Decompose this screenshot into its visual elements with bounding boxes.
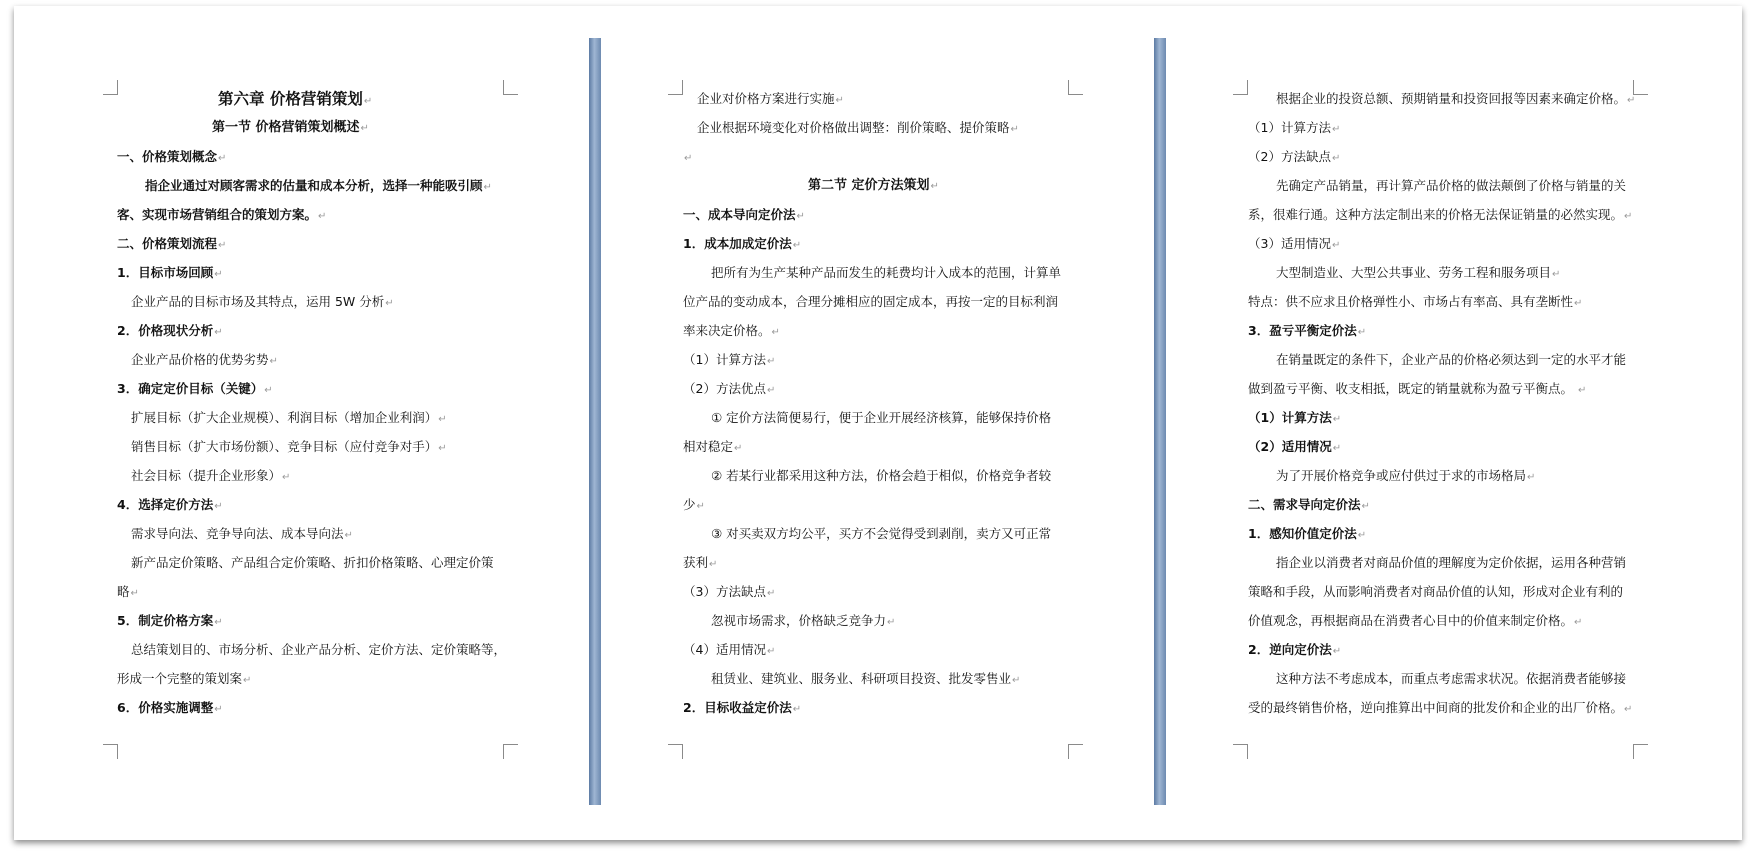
page-separator: [589, 38, 601, 805]
line-text: 大型制造业、大型公共事业、劳务工程和服务项目: [1276, 265, 1552, 280]
page3-line-14: [1276, 468, 1535, 486]
paragraph-mark-icon: ↵: [792, 240, 802, 251]
margin-corner: [503, 744, 518, 759]
paragraph-mark-icon: ↵: [218, 153, 227, 164]
line-text: 受的最终销售价格，逆向推算出中间商的批发价和企业的出厂价格。: [1248, 700, 1624, 715]
line-text: ① 定价方法简便易行，便于企业开展经济核算，能够保持价格: [711, 410, 1052, 425]
line-text: 形成一个完整的策划案: [117, 671, 243, 686]
page2-line-4: [808, 178, 939, 195]
paragraph-mark-icon: ↵: [766, 356, 776, 367]
paragraph-mark-icon: ↵: [360, 123, 369, 134]
paragraph-mark-icon: ↵: [218, 240, 227, 251]
page3-line-12: [1248, 410, 1341, 428]
page2-line-14: [711, 468, 1051, 484]
page2-line-15: [683, 497, 705, 515]
line-text: （2）方法缺点: [1248, 149, 1331, 164]
line-text: （1）计算方法: [1248, 410, 1332, 425]
page1-line-5: [117, 207, 326, 225]
margin-corner: [1633, 744, 1648, 759]
margin-corner: [103, 744, 118, 759]
paragraph-mark-icon: ↵: [1624, 704, 1633, 715]
page2-line-9: [683, 323, 780, 341]
page1-line-4: [145, 178, 492, 196]
page3-line-16: [1248, 526, 1366, 544]
page3-line-5: [1248, 207, 1632, 225]
line-text: 获利: [683, 555, 709, 570]
paragraph-mark-icon: ↵: [243, 675, 252, 686]
page3-line-1: [1276, 91, 1635, 109]
paragraph-mark-icon: ↵: [734, 443, 743, 454]
page3-line-6: [1248, 236, 1340, 254]
page2-line-8: [683, 294, 1058, 310]
paragraph-mark-icon: ↵: [1331, 153, 1341, 164]
line-text: 一、成本导向定价法: [683, 207, 796, 222]
paragraph-mark-icon: ↵: [766, 646, 776, 657]
line-text: 指企业以消费者对商品价值的理解度为定价依据，运用各种营销: [1276, 555, 1627, 570]
paragraph-mark-icon: ↵: [214, 327, 223, 338]
paragraph-mark-icon: ↵: [684, 153, 693, 164]
line-text: 略: [117, 584, 130, 599]
line-text: 指企业通过对顾客需求的估量和成本分析，选择一种能吸引顾: [145, 178, 483, 193]
paragraph-mark-icon: ↵: [771, 327, 780, 338]
line-text: （1）计算方法: [683, 352, 766, 367]
line-text: 企业根据环境变化对价格做出调整：削价策略、提价策略: [697, 120, 1010, 135]
line-text: 社会目标（提升企业形象）: [131, 468, 282, 483]
page1-line-17: [131, 555, 494, 571]
paragraph-mark-icon: ↵: [438, 443, 447, 454]
paragraph-mark-icon: ↵: [130, 588, 139, 599]
page1-line-11: [117, 381, 273, 399]
paragraph-mark-icon: ↵: [282, 472, 291, 483]
line-text: （2）方法优点: [683, 381, 766, 396]
page3-line-20: [1248, 642, 1341, 660]
page2-line-10: [683, 352, 775, 370]
line-text: 为了开展价格竞争或应付供过于求的市场格局: [1276, 468, 1527, 483]
line-text: 二、价格策划流程: [117, 236, 218, 251]
paragraph-mark-icon: ↵: [792, 704, 802, 715]
page2-line-7: [711, 265, 1061, 281]
page1-line-15: [117, 497, 223, 515]
line-text: 第二节 定价方法策划: [808, 178, 930, 193]
page1-line-12: [131, 410, 447, 428]
page2-line-17: [683, 555, 717, 573]
line-text: 企业产品的目标市场及其特点，运用 5W 分析: [131, 294, 385, 309]
paragraph-mark-icon: ↵: [1574, 298, 1583, 309]
page1-line-22: [117, 700, 223, 718]
line-text: 1．目标市场回顾: [117, 265, 214, 280]
page3-line-18: [1248, 584, 1623, 600]
paragraph-mark-icon: ↵: [1332, 414, 1342, 425]
paragraph-mark-icon: ↵: [1331, 124, 1341, 135]
page1-line-14: [131, 468, 290, 486]
paragraph-mark-icon: ↵: [318, 211, 327, 222]
line-text: 企业产品价格的优势劣势: [131, 352, 269, 367]
page1-line-1: [218, 91, 372, 110]
line-text: 一、价格策划概念: [117, 149, 218, 164]
page2-line-21: [711, 671, 1020, 689]
page2-line-6: [683, 236, 801, 254]
page3-line-10: [1276, 352, 1626, 368]
paragraph-mark-icon: ↵: [269, 356, 278, 367]
line-text: 做到盈亏平衡、收支相抵，既定的销量就称为盈亏平衡点。: [1248, 381, 1577, 396]
paragraph-mark-icon: ↵: [214, 501, 223, 512]
page2-line-13: [683, 439, 742, 457]
page2-line-19: [711, 613, 895, 631]
paragraph-mark-icon: ↵: [1357, 327, 1367, 338]
page1-line-21: [117, 671, 251, 689]
line-text: 扩展目标（扩大企业规模）、利润目标（增加企业利润）: [131, 410, 438, 425]
page3-line-17: [1276, 555, 1626, 571]
line-text: 企业对价格方案进行实施: [697, 91, 835, 106]
margin-corner: [1233, 80, 1248, 95]
line-text: ③ 对买卖双方均公平，买方不会觉得受到剥削，卖方又可正常: [711, 526, 1052, 541]
margin-corner: [668, 744, 683, 759]
page3-line-15: [1248, 497, 1370, 515]
line-text: 1．感知价值定价法: [1248, 526, 1357, 541]
line-text: ② 若某行业都采用这种方法，价格会趋于相似，价格竞争者较: [711, 468, 1052, 483]
page1-line-2: [212, 120, 369, 137]
line-text: （2）适用情况: [1248, 439, 1332, 454]
paragraph-mark-icon: ↵: [1331, 240, 1341, 251]
line-text: 3．盈亏平衡定价法: [1248, 323, 1357, 338]
line-text: 先确定产品销量，再计算产品价格的做法颠倒了价格与销量的关: [1276, 178, 1627, 193]
paragraph-mark-icon: ↵: [214, 704, 223, 715]
page1-line-8: [131, 294, 394, 312]
line-text: 总结策划目的、市场分析、企业产品分析、定价方法、定价策略等，: [131, 642, 507, 657]
page-separator: [1154, 38, 1166, 805]
paragraph-mark-icon: ↵: [1577, 385, 1587, 396]
page3-line-11: [1248, 381, 1586, 399]
line-text: 把所有为生产某种产品而发生的耗费均计入成本的范围，计算单: [711, 265, 1062, 280]
paragraph-mark-icon: ↵: [214, 617, 223, 628]
paragraph-mark-icon: ↵: [930, 181, 939, 192]
line-text: 5．制定价格方案: [117, 613, 214, 628]
line-text: 第一节 价格营销策划概述: [212, 120, 360, 135]
paragraph-mark-icon: ↵: [696, 501, 705, 512]
paragraph-mark-icon: ↵: [1010, 124, 1019, 135]
paragraph-mark-icon: ↵: [1624, 211, 1633, 222]
line-text: 二、需求导向定价法: [1248, 497, 1361, 512]
page2-line-2: [697, 120, 1019, 138]
page2-line-11: [683, 381, 775, 399]
paragraph-mark-icon: ↵: [1527, 472, 1536, 483]
margin-corner: [103, 80, 118, 95]
line-text: 1．成本加成定价法: [683, 236, 792, 251]
page1-line-19: [117, 613, 223, 631]
line-text: 根据企业的投资总额、预期销量和投资回报等因素来确定价格。: [1276, 91, 1627, 106]
line-text: 2．目标收益定价法: [683, 700, 792, 715]
paragraph-mark-icon: ↵: [1361, 501, 1370, 512]
line-text: 3．确定定价目标（关键）: [117, 381, 264, 396]
paragraph-mark-icon: ↵: [1332, 646, 1342, 657]
page3-line-13: [1248, 439, 1341, 457]
page3-line-3: [1248, 149, 1340, 167]
page3-line-4: [1276, 178, 1626, 194]
line-text: 忽视市场需求，价格缺乏竞争力: [711, 613, 887, 628]
page3-line-8: [1248, 294, 1582, 312]
paragraph-mark-icon: ↵: [1012, 675, 1021, 686]
line-text: 相对稳定: [683, 439, 734, 454]
page1-line-3: [117, 149, 226, 167]
page1-line-16: [131, 526, 353, 544]
paragraph-mark-icon: ↵: [1332, 443, 1342, 454]
paragraph-mark-icon: ↵: [483, 182, 492, 193]
page1-line-6: [117, 236, 226, 254]
paragraph-mark-icon: ↵: [264, 385, 273, 396]
paragraph-mark-icon: ↵: [709, 559, 718, 570]
margin-corner: [1233, 744, 1248, 759]
page1-line-20: [131, 642, 506, 658]
line-text: 4．选择定价方法: [117, 497, 214, 512]
page3-line-2: [1248, 120, 1340, 138]
paragraph-mark-icon: ↵: [363, 96, 373, 107]
line-text: 在销量既定的条件下，企业产品的价格必须达到一定的水平才能: [1276, 352, 1627, 367]
paragraph-mark-icon: ↵: [766, 588, 776, 599]
page2-line-5: [683, 207, 805, 225]
line-text: （3）适用情况: [1248, 236, 1331, 251]
page2-line-1: [697, 91, 844, 109]
line-text: 2．逆向定价法: [1248, 642, 1332, 657]
line-text: 销售目标（扩大市场份额）、竞争目标（应付竞争对手）: [131, 439, 438, 454]
page1-line-13: [131, 439, 447, 457]
margin-corner: [503, 80, 518, 95]
line-text: 率来决定价格。: [683, 323, 771, 338]
page2-line-3: [683, 149, 692, 167]
page3-line-9: [1248, 323, 1366, 341]
paragraph-mark-icon: ↵: [887, 617, 896, 628]
paragraph-mark-icon: ↵: [438, 414, 447, 425]
paragraph-mark-icon: ↵: [1574, 617, 1583, 628]
line-text: 策略和手段，从而影响消费者对商品价值的认知，形成对企业有利的: [1248, 584, 1624, 599]
page1-line-7: [117, 265, 223, 283]
page3-line-21: [1276, 671, 1626, 687]
line-text: （1）计算方法: [1248, 120, 1331, 135]
page3-line-19: [1248, 613, 1582, 631]
line-text: 这种方法不考虑成本，而重点考虑需求状况。依据消费者能够接: [1276, 671, 1627, 686]
line-text: 第六章 价格营销策划: [218, 90, 363, 108]
paragraph-mark-icon: ↵: [1357, 530, 1367, 541]
page2-line-22: [683, 700, 801, 718]
paragraph-mark-icon: ↵: [766, 385, 776, 396]
line-text: 价值观念，再根据商品在消费者心目中的价值来制定价格。: [1248, 613, 1574, 628]
line-text: 客、实现市场营销组合的策划方案。: [117, 207, 318, 222]
margin-corner: [1068, 744, 1083, 759]
paragraph-mark-icon: ↵: [1552, 269, 1561, 280]
line-text: 新产品定价策略、产品组合定价策略、折扣价格策略、心理定价策: [131, 555, 494, 570]
page2-line-12: [711, 410, 1051, 426]
page1-line-9: [117, 323, 223, 341]
line-text: 系，很难行通。这种方法定制出来的价格无法保证销量的必然实现。: [1248, 207, 1624, 222]
margin-corner: [668, 80, 683, 95]
line-text: 特点：供不应求且价格弹性小、市场占有率高、具有垄断性: [1248, 294, 1574, 309]
page2-line-18: [683, 584, 775, 602]
line-text: 2．价格现状分析: [117, 323, 214, 338]
margin-corner: [1068, 80, 1083, 95]
line-text: 租赁业、建筑业、服务业、科研项目投资、批发零售业: [711, 671, 1012, 686]
paragraph-mark-icon: ↵: [835, 95, 844, 106]
paragraph-mark-icon: ↵: [214, 269, 223, 280]
paragraph-mark-icon: ↵: [796, 211, 805, 222]
page2-line-20: [683, 642, 775, 660]
line-text: 位产品的变动成本，合理分摊相应的固定成本，再按一定的目标利润: [683, 294, 1059, 309]
page1-line-10: [131, 352, 278, 370]
line-text: （4）适用情况: [683, 642, 766, 657]
line-text: 需求导向法、竞争导向法、成本导向法: [131, 526, 344, 541]
page2-line-16: [711, 526, 1051, 542]
paragraph-mark-icon: ↵: [344, 530, 353, 541]
page3-line-22: [1248, 700, 1632, 718]
page3-line-7: [1276, 265, 1560, 283]
line-text: 6．价格实施调整: [117, 700, 214, 715]
paragraph-mark-icon: ↵: [1627, 95, 1636, 106]
line-text: （3）方法缺点: [683, 584, 766, 599]
page1-line-18: [117, 584, 139, 602]
line-text: 少: [683, 497, 696, 512]
paragraph-mark-icon: ↵: [385, 298, 394, 309]
